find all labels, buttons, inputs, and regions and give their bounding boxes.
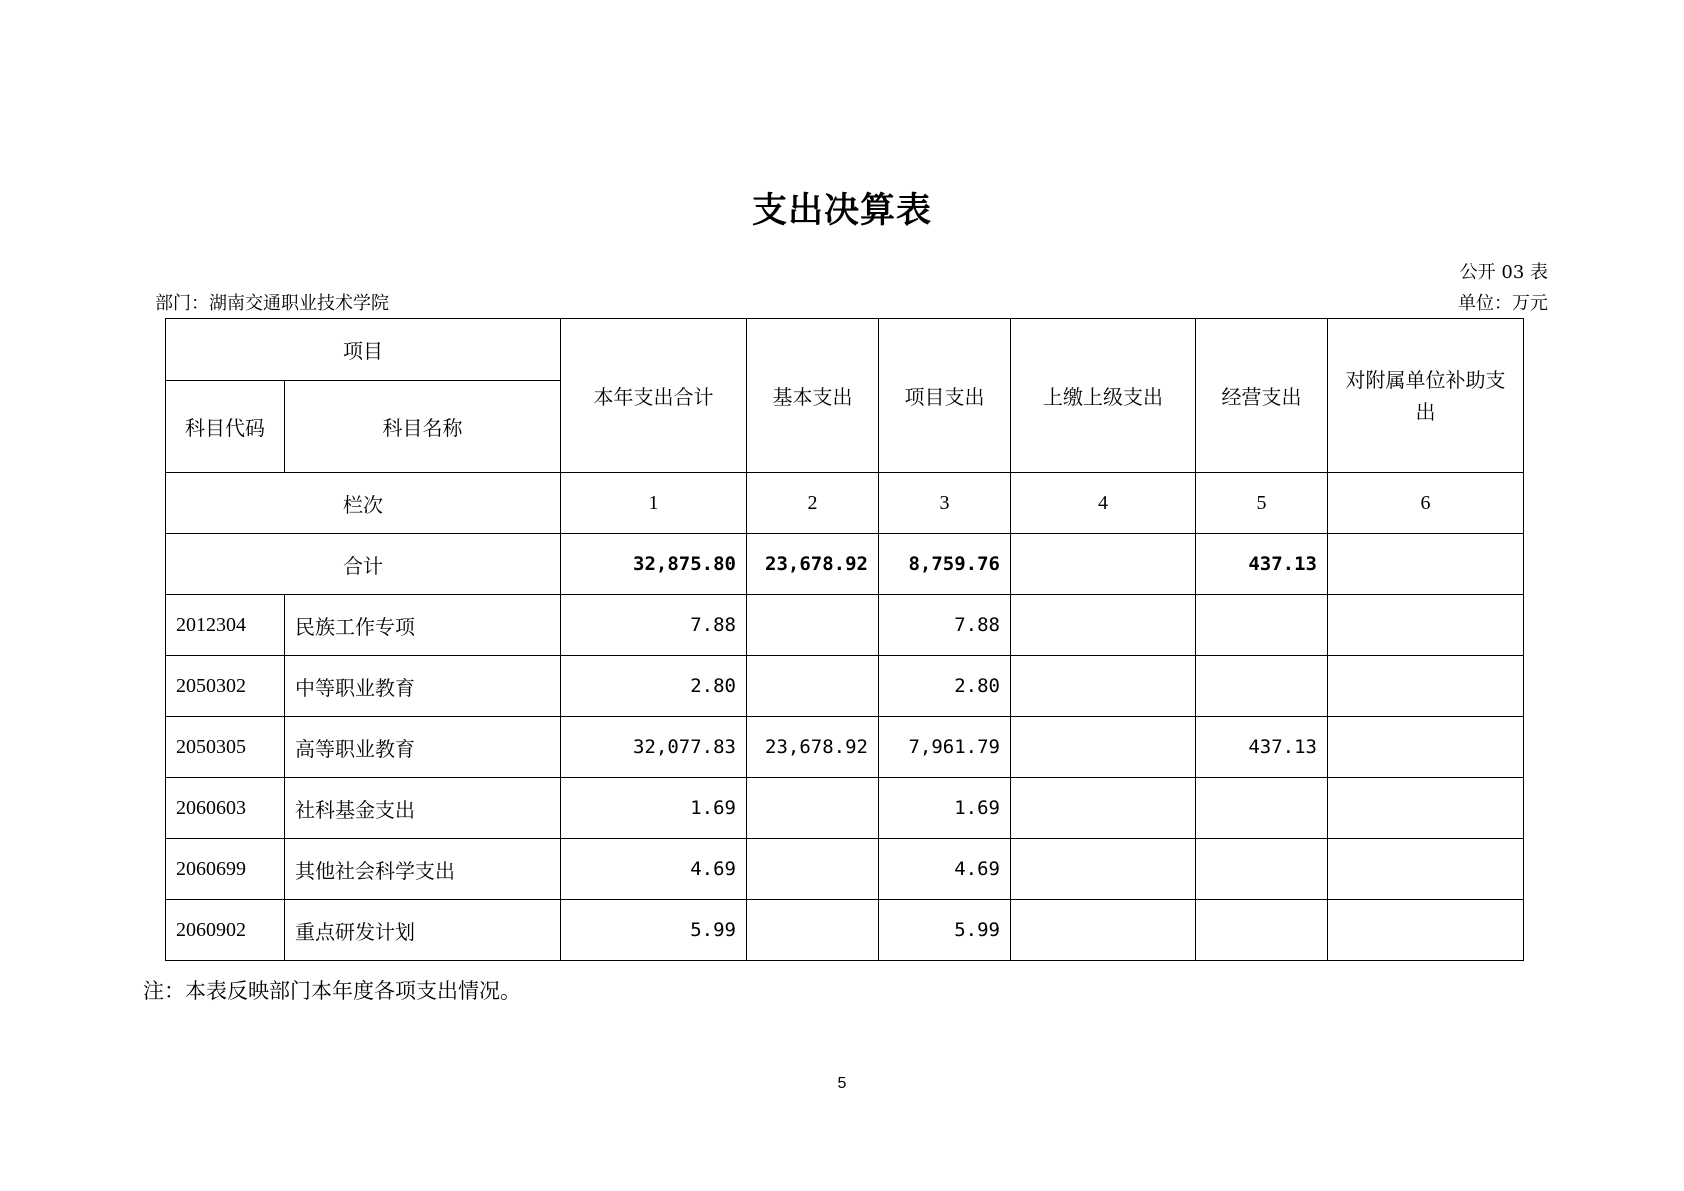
cell-code: 2012304	[166, 595, 285, 656]
cell-code: 2060699	[166, 839, 285, 900]
unit-label: 单位：万元	[1458, 293, 1548, 314]
header-subsidy: 对附属单位补助支出	[1328, 319, 1524, 473]
total-cell-project: 8,759.76	[879, 534, 1011, 595]
cell-name: 重点研发计划	[285, 900, 561, 961]
header-name: 科目名称	[285, 381, 561, 473]
table-note: 注：本表反映部门本年度各项支出情况。	[143, 979, 521, 1003]
cell-subsidy	[1328, 595, 1524, 656]
cell-total: 2.80	[561, 656, 747, 717]
cell-basic	[747, 656, 879, 717]
cell-business	[1196, 595, 1328, 656]
cell-total: 32,077.83	[561, 717, 747, 778]
cell-remit	[1011, 778, 1196, 839]
column-index-row	[166, 473, 1524, 534]
department-label: 部门：湖南交通职业技术学院	[155, 293, 389, 314]
cell-remit	[1011, 717, 1196, 778]
cell-basic	[747, 839, 879, 900]
cell-basic	[747, 778, 879, 839]
form-code: 公开 03 表	[1459, 262, 1548, 283]
cell-project: 4.69	[879, 839, 1011, 900]
cell-remit	[1011, 900, 1196, 961]
cell-code: 2050302	[166, 656, 285, 717]
header-remit: 上缴上级支出	[1011, 319, 1196, 473]
cell-name: 社科基金支出	[285, 778, 561, 839]
table-row	[166, 595, 1524, 656]
cell-project: 5.99	[879, 900, 1011, 961]
table-row	[166, 717, 1524, 778]
column-index-2: 2	[747, 473, 879, 534]
cell-total: 5.99	[561, 900, 747, 961]
header-row-1	[166, 319, 1524, 381]
cell-subsidy	[1328, 778, 1524, 839]
cell-remit	[1011, 839, 1196, 900]
cell-code: 2060902	[166, 900, 285, 961]
column-index-label: 栏次	[166, 473, 561, 534]
page-number: 5	[837, 1075, 847, 1092]
expenditure-table	[165, 318, 1524, 961]
cell-name: 高等职业教育	[285, 717, 561, 778]
cell-business	[1196, 656, 1328, 717]
column-index-5: 5	[1196, 473, 1328, 534]
cell-project: 2.80	[879, 656, 1011, 717]
table-row	[166, 656, 1524, 717]
cell-basic	[747, 595, 879, 656]
column-index-1: 1	[561, 473, 747, 534]
cell-business: 437.13	[1196, 717, 1328, 778]
cell-total: 1.69	[561, 778, 747, 839]
cell-basic: 23,678.92	[747, 717, 879, 778]
table-row	[166, 900, 1524, 961]
cell-business	[1196, 778, 1328, 839]
column-index-6: 6	[1328, 473, 1524, 534]
cell-name: 民族工作专项	[285, 595, 561, 656]
cell-subsidy	[1328, 839, 1524, 900]
total-cell-basic: 23,678.92	[747, 534, 879, 595]
cell-code: 2060603	[166, 778, 285, 839]
cell-remit	[1011, 656, 1196, 717]
cell-code: 2050305	[166, 717, 285, 778]
cell-project: 7.88	[879, 595, 1011, 656]
cell-subsidy	[1328, 900, 1524, 961]
header-total: 本年支出合计	[561, 319, 747, 473]
header-basic: 基本支出	[747, 319, 879, 473]
cell-name: 其他社会科学支出	[285, 839, 561, 900]
total-cell-remit	[1011, 534, 1196, 595]
cell-name: 中等职业教育	[285, 656, 561, 717]
header-business: 经营支出	[1196, 319, 1328, 473]
cell-subsidy	[1328, 656, 1524, 717]
total-cell-total: 32,875.80	[561, 534, 747, 595]
cell-project: 1.69	[879, 778, 1011, 839]
column-index-4: 4	[1011, 473, 1196, 534]
cell-total: 4.69	[561, 839, 747, 900]
table-row	[166, 778, 1524, 839]
cell-business	[1196, 900, 1328, 961]
cell-total: 7.88	[561, 595, 747, 656]
table-row	[166, 839, 1524, 900]
header-project: 项目	[166, 319, 561, 381]
total-cell-business: 437.13	[1196, 534, 1328, 595]
cell-business	[1196, 839, 1328, 900]
total-cell-subsidy	[1328, 534, 1524, 595]
cell-basic	[747, 900, 879, 961]
page-title: 支出决算表	[751, 191, 932, 231]
header-code: 科目代码	[166, 381, 285, 473]
total-label: 合计	[166, 534, 561, 595]
cell-remit	[1011, 595, 1196, 656]
column-index-3: 3	[879, 473, 1011, 534]
total-row	[166, 534, 1524, 595]
cell-project: 7,961.79	[879, 717, 1011, 778]
cell-subsidy	[1328, 717, 1524, 778]
header-project-expenditure: 项目支出	[879, 319, 1011, 473]
